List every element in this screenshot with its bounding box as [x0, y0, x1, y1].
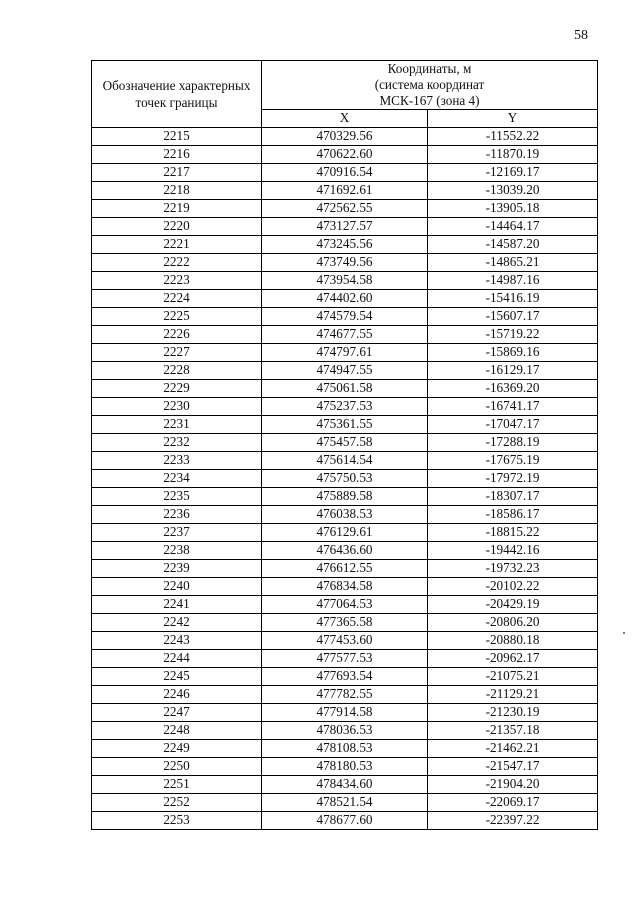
y-coordinate-cell: -11870.19	[428, 146, 598, 164]
table-row	[92, 254, 598, 272]
table-row	[92, 272, 598, 290]
point-id-cell: 2252	[92, 794, 262, 812]
point-id-cell: 2219	[92, 200, 262, 218]
x-coordinate-cell: 475750.53	[262, 470, 428, 488]
point-id-cell: 2217	[92, 164, 262, 182]
x-coordinate-cell: 475361.55	[262, 416, 428, 434]
table-row	[92, 542, 598, 560]
x-coordinate-cell: 478521.54	[262, 794, 428, 812]
y-coordinate-cell: -21357.18	[428, 722, 598, 740]
y-coordinate-cell: -15416.19	[428, 290, 598, 308]
y-coordinate-cell: -13905.18	[428, 200, 598, 218]
point-id-cell: 2239	[92, 560, 262, 578]
y-coordinate-cell: -16129.17	[428, 362, 598, 380]
point-id-cell: 2253	[92, 812, 262, 830]
x-coordinate-cell: 474402.60	[262, 290, 428, 308]
x-coordinate-cell: 470329.56	[262, 128, 428, 146]
y-coordinate-cell: -21075.21	[428, 668, 598, 686]
point-id-cell: 2235	[92, 488, 262, 506]
point-id-cell: 2251	[92, 776, 262, 794]
y-coordinate-cell: -14987.16	[428, 272, 598, 290]
table-row	[92, 470, 598, 488]
point-id-cell: 2216	[92, 146, 262, 164]
point-id-cell: 2249	[92, 740, 262, 758]
x-coordinate-cell: 470622.60	[262, 146, 428, 164]
table-row	[92, 488, 598, 506]
point-id-cell: 2245	[92, 668, 262, 686]
table-row	[92, 308, 598, 326]
point-id-cell: 2242	[92, 614, 262, 632]
point-id-cell: 2222	[92, 254, 262, 272]
table-row	[92, 452, 598, 470]
x-coordinate-cell: 477577.53	[262, 650, 428, 668]
y-coordinate-cell: -20102.22	[428, 578, 598, 596]
table-body	[92, 128, 598, 830]
table-row	[92, 560, 598, 578]
coordinates-table	[91, 60, 598, 830]
y-coordinate-cell: -15719.22	[428, 326, 598, 344]
point-id-cell: 2221	[92, 236, 262, 254]
y-coordinate-cell: -20429.19	[428, 596, 598, 614]
y-coordinate-cell: -21230.19	[428, 704, 598, 722]
x-coordinate-cell: 473127.57	[262, 218, 428, 236]
table-row	[92, 506, 598, 524]
table-row	[92, 686, 598, 704]
point-id-cell: 2227	[92, 344, 262, 362]
table-row	[92, 740, 598, 758]
point-id-cell: 2232	[92, 434, 262, 452]
y-coordinate-cell: -14865.21	[428, 254, 598, 272]
y-coordinate-cell: -21129.21	[428, 686, 598, 704]
point-id-cell: 2225	[92, 308, 262, 326]
x-coordinate-cell: 476038.53	[262, 506, 428, 524]
x-coordinate-cell: 476129.61	[262, 524, 428, 542]
point-id-cell: 2247	[92, 704, 262, 722]
point-id-cell: 2226	[92, 326, 262, 344]
x-coordinate-cell: 477914.58	[262, 704, 428, 722]
x-coordinate-cell: 475237.53	[262, 398, 428, 416]
y-coordinate-cell: -13039.20	[428, 182, 598, 200]
x-coordinate-cell: 477064.53	[262, 596, 428, 614]
y-coordinate-cell: -14587.20	[428, 236, 598, 254]
y-coordinate-cell: -15607.17	[428, 308, 598, 326]
y-coordinate-cell: -21547.17	[428, 758, 598, 776]
table-row	[92, 758, 598, 776]
point-id-cell: 2248	[92, 722, 262, 740]
point-id-cell: 2230	[92, 398, 262, 416]
table-row	[92, 704, 598, 722]
y-coordinate-cell: -20806.20	[428, 614, 598, 632]
table-row	[92, 650, 598, 668]
y-coordinate-cell: -21462.21	[428, 740, 598, 758]
y-coordinate-cell: -17047.17	[428, 416, 598, 434]
table-row	[92, 416, 598, 434]
x-coordinate-cell: 478036.53	[262, 722, 428, 740]
x-coordinate-cell: 475457.58	[262, 434, 428, 452]
y-coordinate-cell: -18815.22	[428, 524, 598, 542]
x-coordinate-cell: 473749.56	[262, 254, 428, 272]
x-coordinate-cell: 477693.54	[262, 668, 428, 686]
point-id-cell: 2246	[92, 686, 262, 704]
x-coordinate-cell: 474947.55	[262, 362, 428, 380]
x-coordinate-cell: 475614.54	[262, 452, 428, 470]
table-row	[92, 362, 598, 380]
point-id-cell: 2243	[92, 632, 262, 650]
table-row	[92, 236, 598, 254]
y-coordinate-cell: -20962.17	[428, 650, 598, 668]
coordinates-header-line1: Координаты, м	[387, 61, 472, 76]
x-coordinate-cell: 471692.61	[262, 182, 428, 200]
x-coordinate-cell: 476436.60	[262, 542, 428, 560]
coordinates-group-header	[262, 61, 598, 110]
y-coordinate-cell: -22397.22	[428, 812, 598, 830]
y-coordinate-cell: -17675.19	[428, 452, 598, 470]
y-coordinate-cell: -22069.17	[428, 794, 598, 812]
point-id-cell: 2233	[92, 452, 262, 470]
point-id-cell: 2237	[92, 524, 262, 542]
point-id-cell: 2244	[92, 650, 262, 668]
x-coordinate-cell: 472562.55	[262, 200, 428, 218]
y-coordinate-cell: -18307.17	[428, 488, 598, 506]
x-column-header: X	[262, 110, 428, 128]
point-id-cell: 2228	[92, 362, 262, 380]
table-row	[92, 164, 598, 182]
x-coordinate-cell: 478108.53	[262, 740, 428, 758]
point-id-cell: 2241	[92, 596, 262, 614]
table-row	[92, 668, 598, 686]
table-row	[92, 524, 598, 542]
y-coordinate-cell: -14464.17	[428, 218, 598, 236]
x-coordinate-cell: 478434.60	[262, 776, 428, 794]
x-coordinate-cell: 473245.56	[262, 236, 428, 254]
table-row	[92, 182, 598, 200]
y-coordinate-cell: -20880.18	[428, 632, 598, 650]
table-row	[92, 812, 598, 830]
x-coordinate-cell: 478677.60	[262, 812, 428, 830]
point-id-cell: 2229	[92, 380, 262, 398]
table-row	[92, 596, 598, 614]
y-column-header: Y	[428, 110, 598, 128]
point-id-cell: 2224	[92, 290, 262, 308]
table-row	[92, 722, 598, 740]
x-coordinate-cell: 478180.53	[262, 758, 428, 776]
y-coordinate-cell: -16369.20	[428, 380, 598, 398]
table-row	[92, 794, 598, 812]
point-id-cell: 2231	[92, 416, 262, 434]
point-id-cell: 2236	[92, 506, 262, 524]
x-coordinate-cell: 477365.58	[262, 614, 428, 632]
table-row	[92, 614, 598, 632]
x-coordinate-cell: 477453.60	[262, 632, 428, 650]
table-row	[92, 344, 598, 362]
y-coordinate-cell: -17288.19	[428, 434, 598, 452]
y-coordinate-cell: -19442.16	[428, 542, 598, 560]
y-coordinate-cell: -12169.17	[428, 164, 598, 182]
table-row	[92, 290, 598, 308]
table-row	[92, 128, 598, 146]
table-row	[92, 398, 598, 416]
x-coordinate-cell: 470916.54	[262, 164, 428, 182]
x-coordinate-cell: 473954.58	[262, 272, 428, 290]
table-row	[92, 380, 598, 398]
x-coordinate-cell: 475889.58	[262, 488, 428, 506]
scan-speck	[623, 632, 625, 634]
point-id-cell: 2250	[92, 758, 262, 776]
x-coordinate-cell: 476834.58	[262, 578, 428, 596]
x-coordinate-cell: 477782.55	[262, 686, 428, 704]
table-row	[92, 218, 598, 236]
point-id-cell: 2218	[92, 182, 262, 200]
table-row	[92, 200, 598, 218]
x-coordinate-cell: 476612.55	[262, 560, 428, 578]
coordinates-header-line3: МСК-167 (зона 4)	[379, 93, 480, 108]
point-id-cell: 2238	[92, 542, 262, 560]
y-coordinate-cell: -15869.16	[428, 344, 598, 362]
coordinates-header-line2: (система координат	[374, 77, 485, 92]
table-row	[92, 632, 598, 650]
x-coordinate-cell: 474579.54	[262, 308, 428, 326]
y-coordinate-cell: -11552.22	[428, 128, 598, 146]
table-row	[92, 776, 598, 794]
table-row	[92, 578, 598, 596]
y-coordinate-cell: -18586.17	[428, 506, 598, 524]
points-column-header: Обозначение характерных точек границы	[92, 61, 262, 128]
point-id-cell: 2234	[92, 470, 262, 488]
x-coordinate-cell: 475061.58	[262, 380, 428, 398]
y-coordinate-cell: -17972.19	[428, 470, 598, 488]
x-coordinate-cell: 474677.55	[262, 326, 428, 344]
table-row	[92, 326, 598, 344]
x-coordinate-cell: 474797.61	[262, 344, 428, 362]
point-id-cell: 2223	[92, 272, 262, 290]
point-id-cell: 2240	[92, 578, 262, 596]
table-row	[92, 434, 598, 452]
y-coordinate-cell: -16741.17	[428, 398, 598, 416]
y-coordinate-cell: -21904.20	[428, 776, 598, 794]
point-id-cell: 2220	[92, 218, 262, 236]
point-id-cell: 2215	[92, 128, 262, 146]
table-row	[92, 146, 598, 164]
y-coordinate-cell: -19732.23	[428, 560, 598, 578]
page-number: 58	[574, 28, 588, 43]
